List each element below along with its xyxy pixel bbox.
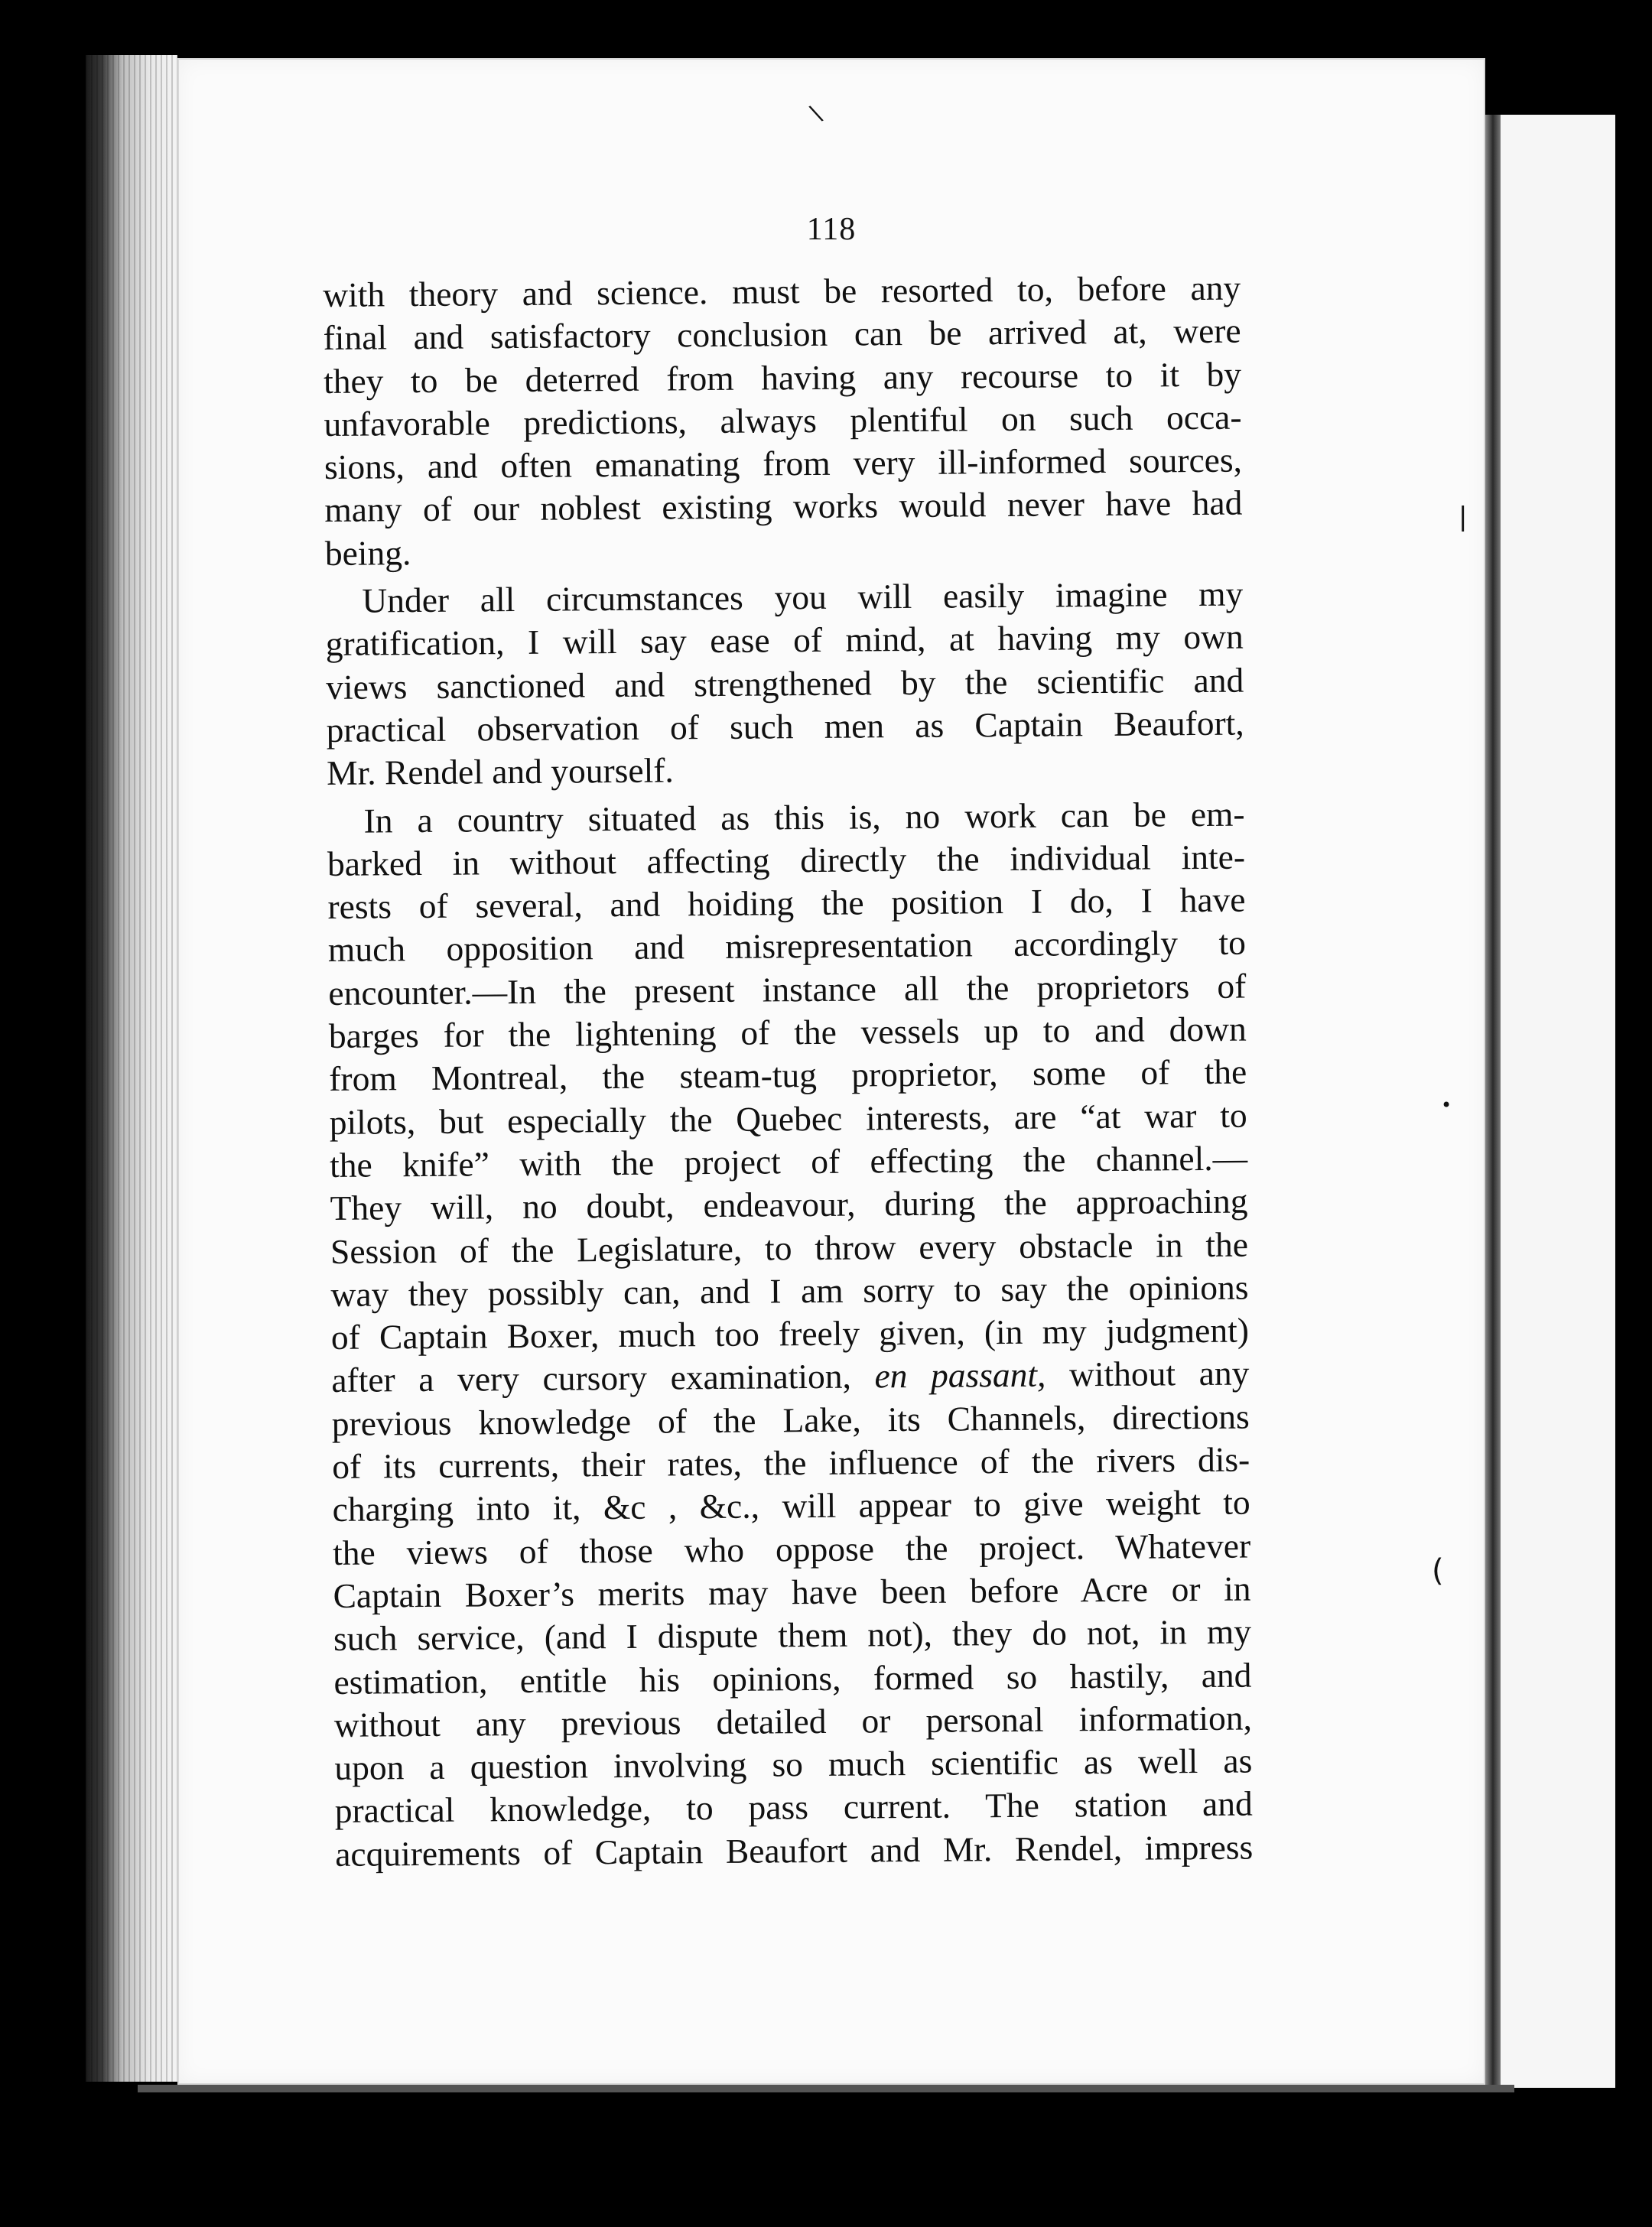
text-line: upon a question involving so much scientific as well as (334, 1741, 1253, 1788)
text-line: estimation, entitle his opinions, formed so hastily, and (333, 1655, 1252, 1702)
text-line: such service, (and I dispute them not), they do not, in my (333, 1611, 1252, 1659)
page-body-text (323, 267, 1253, 1876)
book-gutter (1485, 115, 1501, 2088)
scan-speck-mark: | (1459, 502, 1468, 532)
text-line: encounter.—In the present instance all the proprietors of (328, 966, 1247, 1013)
text-line-with-italic (331, 1352, 1249, 1403)
book-page-edges (86, 55, 177, 2082)
page-bottom-shadow (138, 2085, 1514, 2092)
text-line: of Captain Boxer, much too freely given, (in my judgment) (330, 1310, 1250, 1357)
text-line: from Montreal, the steam-tug proprietor, some of the (329, 1052, 1247, 1099)
text-line: unfavorable predictions, always plentiful on such occa- (324, 397, 1242, 444)
text-line: charging into it, &c , &c., will appear to give weight to (332, 1482, 1250, 1530)
text-line: acquirements of Captain Beaufort and Mr. Rendel, impress (335, 1827, 1254, 1874)
text-line: views sanctioned and strengthened by the scientific and (326, 660, 1244, 707)
text-segment: without any (1068, 1353, 1250, 1394)
page-number: 118 (806, 212, 857, 247)
text-line: rests of several, and hoiding the position I do, I have (327, 879, 1246, 927)
text-line: barked in without affecting directly the individual inte- (327, 837, 1246, 883)
scan-speck-mark: \ (807, 99, 826, 128)
text-line: sions, and often emanating from very ill-informed sources, (324, 440, 1243, 487)
text-line: Under all circumstances you will easily imagine my (362, 574, 1244, 620)
text-line: They will, no doubt, endeavour, during the approaching (330, 1181, 1248, 1228)
text-line: practical knowledge, to pass current. The station and (334, 1783, 1253, 1831)
text-line: gratification, I will say ease of mind, at having my own (325, 616, 1244, 664)
text-line: Session of the Legislature, to throw every obstacle in the (330, 1224, 1249, 1271)
text-line: pilots, but especially the Quebec interests, are “at war to (329, 1095, 1247, 1142)
text-segment: after a very cursory examination, (331, 1357, 852, 1400)
text-line: without any previous detailed or personal information, (333, 1698, 1253, 1744)
facing-page-edge (1501, 115, 1615, 2088)
text-line: much opposition and misrepresentation accordingly to (327, 923, 1247, 970)
text-line: Captain Boxer’s merits may have been before Acre or in (333, 1569, 1251, 1615)
scan-speck-mark: ( (1432, 1553, 1444, 1588)
text-line: many of our noblest existing works would never have had (324, 483, 1243, 530)
text-line: the knife” with the project of effecting the channel.— (329, 1138, 1248, 1185)
text-line: with theory and science. must be resorted to, before any (323, 268, 1241, 314)
text-line: way they possibly can, and I am sorry to say the opinions (330, 1267, 1249, 1314)
text-line: they to be deterred from having any recourse to it by (323, 354, 1242, 401)
text-line: Mr. Rendel and yourself. (326, 750, 674, 793)
scan-speck-mark: • (1441, 1094, 1452, 1116)
text-line: the views of those who oppose the project. Whatever (332, 1526, 1251, 1572)
text-line: final and satisfactory conclusion can be arrived at, were (323, 310, 1241, 358)
text-line: barges for the lightening of the vessels up to and down (328, 1009, 1247, 1056)
text-line: practical observation of such men as Captain Beaufort, (326, 703, 1244, 749)
text-line: of its currents, their rates, the influence of the rivers dis- (332, 1439, 1250, 1486)
text-line: being. (324, 532, 411, 573)
italic-phrase: en passant, (874, 1355, 1046, 1396)
text-line: previous knowledge of the Lake, its Channels, directions (331, 1396, 1250, 1443)
book-page (177, 58, 1485, 2085)
text-line: In a country situated as this is, no work can be em- (363, 794, 1245, 840)
